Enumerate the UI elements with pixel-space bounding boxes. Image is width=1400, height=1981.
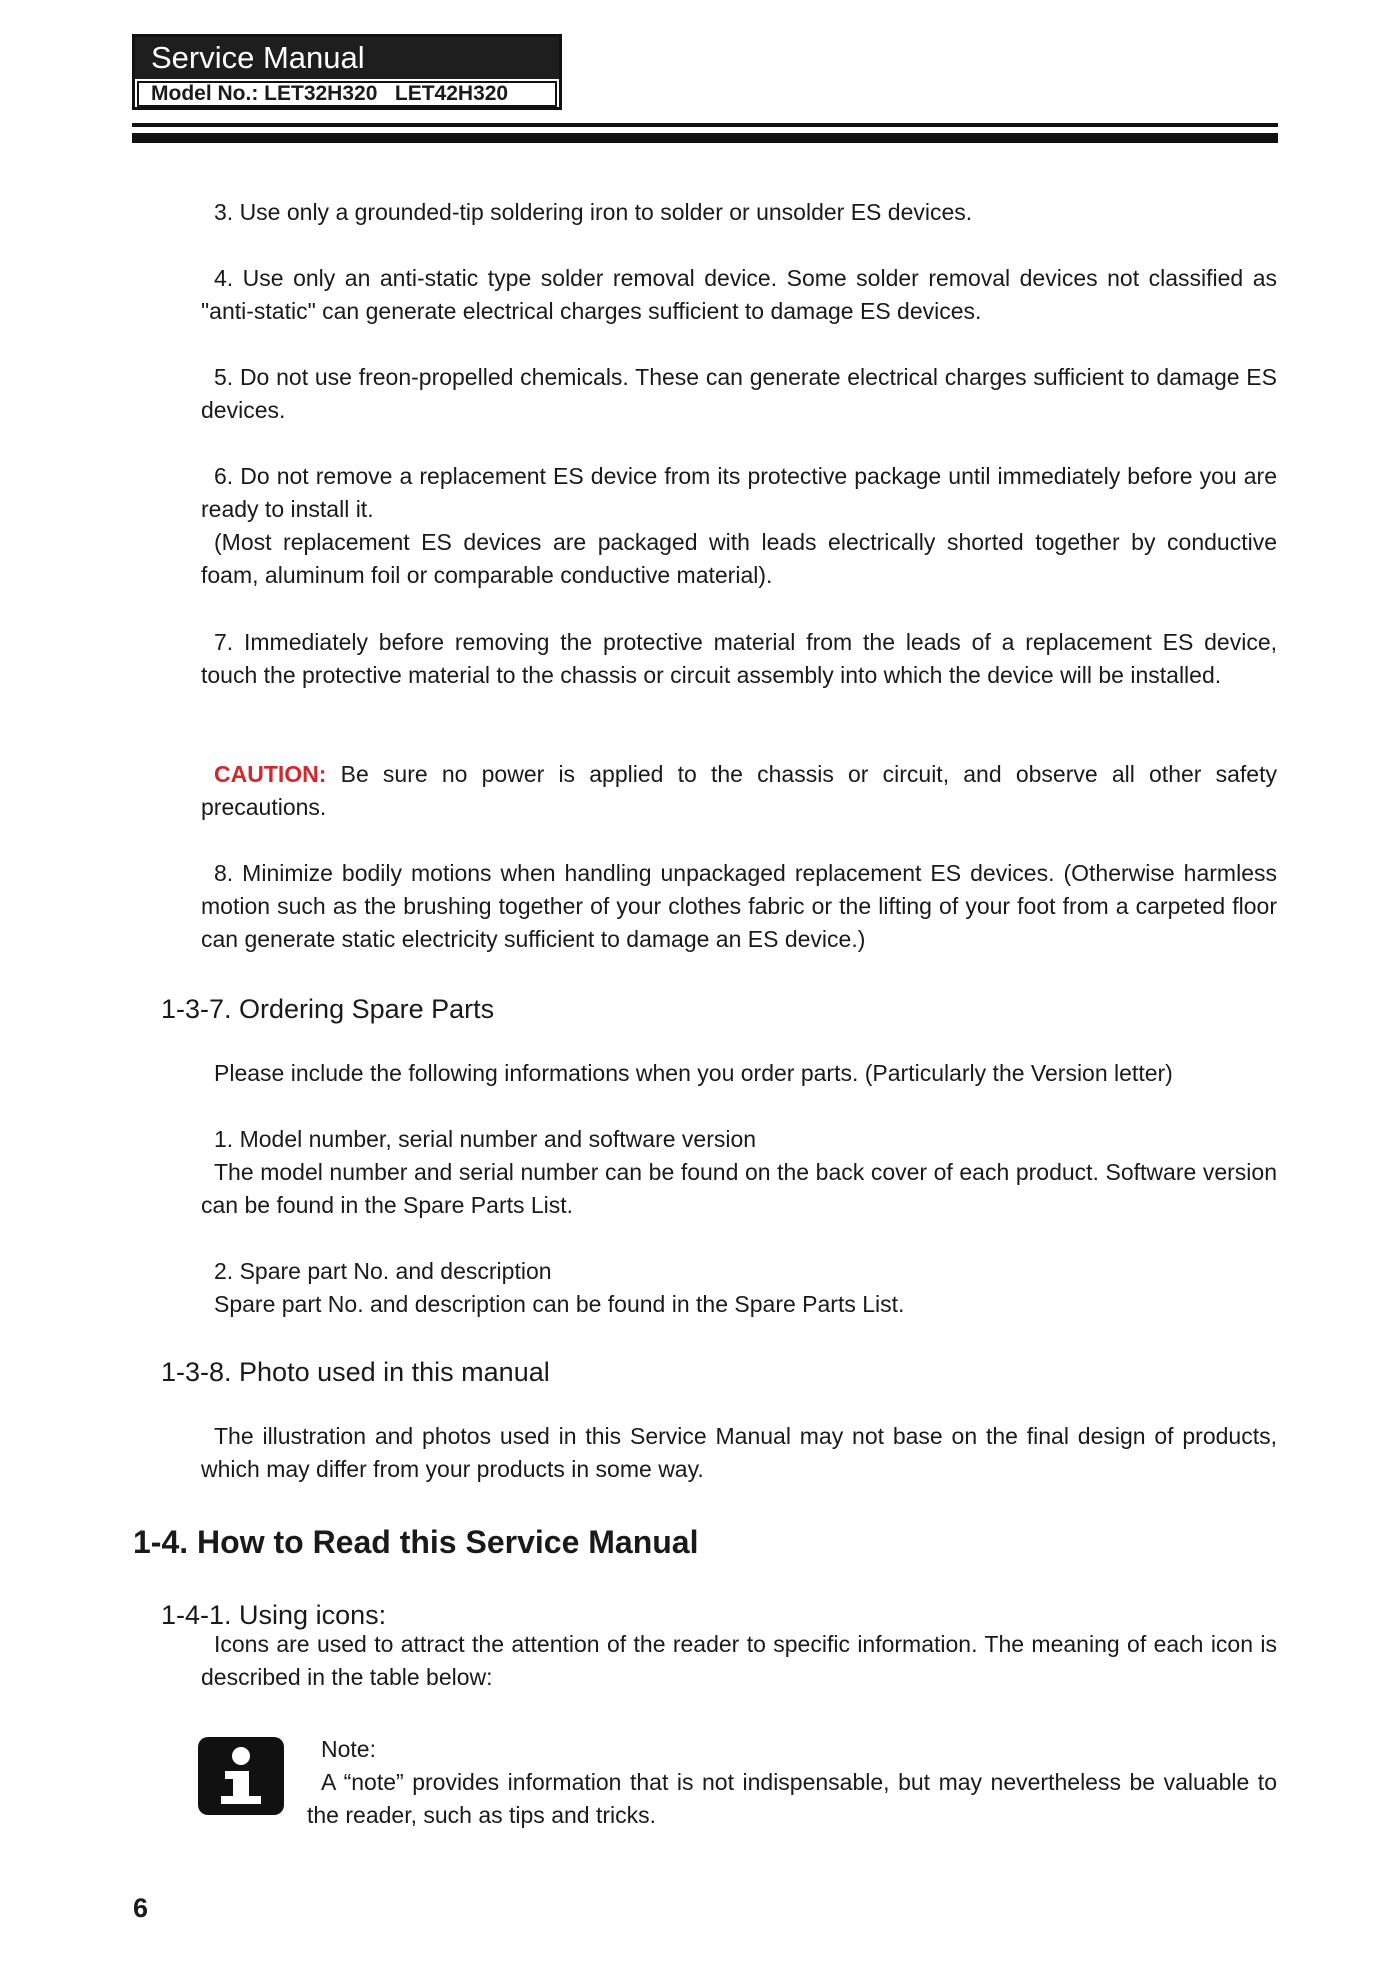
header-rule-thin [132, 123, 1278, 127]
document-title: Service Manual [135, 37, 559, 79]
item-5: 5. Do not use freon-propelled chemicals. These can generate electrical charges sufficient to damage ES devices. [201, 364, 1277, 423]
caution-paragraph [201, 758, 1277, 824]
page-number: 6 [133, 1893, 149, 1923]
section-1-4-1-heading: 1-4-1. Using icons: [161, 1600, 387, 1630]
ordering-point-1-title: 1. Model number, serial number and software version [214, 1126, 757, 1152]
item-4: 4. Use only an anti-static type solder removal device. Some solder removal devices not classified as "anti-static" can generate electrical charges sufficient to damage ES devices. [201, 265, 1277, 324]
model-number: Model No.: LET32H320 LET42H320 [137, 81, 557, 107]
ordering-point-2-title: 2. Spare part No. and description [214, 1258, 552, 1284]
item-7: 7. Immediately before removing the protective material from the leads of a replacement ES device, touch the protective material to the chassis or circuit assembly into which the device will be installed. [201, 629, 1277, 688]
note-label: Note: [321, 1736, 376, 1762]
ordering-intro: Please include the following informations when you order parts. (Particularly the Version letter) [214, 1060, 1173, 1086]
item-8: 8. Minimize bodily motions when handling unpackaged replacement ES devices. (Otherwise harmless motion such as the brushing together of your clothes fabric or the lifting of your foot from a carpeted floor can generate static electricity sufficient to damage an ES device.) [201, 860, 1277, 952]
item-6: 6. Do not remove a replacement ES device from its protective package until immediately before you are ready to install it. [201, 463, 1277, 522]
photo-disclaimer: The illustration and photos used in this Service Manual may not base on the final design of products, which may differ from your products in some way. [201, 1423, 1277, 1482]
ordering-point-2-text: Spare part No. and description can be found in the Spare Parts List. [214, 1291, 905, 1317]
item-6-note: (Most replacement ES devices are packaged with leads electrically shorted together by conductive foam, aluminum foil or comparable conductive material). [201, 529, 1277, 588]
icons-intro: Icons are used to attract the attention of the reader to specific information. The meaning of each icon is described in the table below: [201, 1631, 1277, 1690]
info-icon [197, 1736, 285, 1816]
section-1-3-8-heading: 1-3-8. Photo used in this manual [161, 1357, 550, 1387]
section-1-3-7-heading: 1-3-7. Ordering Spare Parts [161, 994, 495, 1024]
caution-label: CAUTION: [214, 761, 327, 787]
ordering-point-1-text: The model number and serial number can be found on the back cover of each product. Software version can be found in the Spare Parts List. [201, 1159, 1277, 1218]
header-rule-thick [132, 133, 1278, 143]
section-1-4-heading: 1-4. How to Read this Service Manual [133, 1524, 699, 1560]
note-text: A “note” provides information that is not indispensable, but may nevertheless be valuable to the reader, such as tips and tricks. [307, 1769, 1277, 1828]
item-3: 3. Use only a grounded-tip soldering iron to solder or unsolder ES devices. [214, 199, 973, 225]
caution-text: Be sure no power is applied to the chassis or circuit, and observe all other safety precautions. [201, 761, 1277, 820]
header-box [132, 34, 562, 110]
